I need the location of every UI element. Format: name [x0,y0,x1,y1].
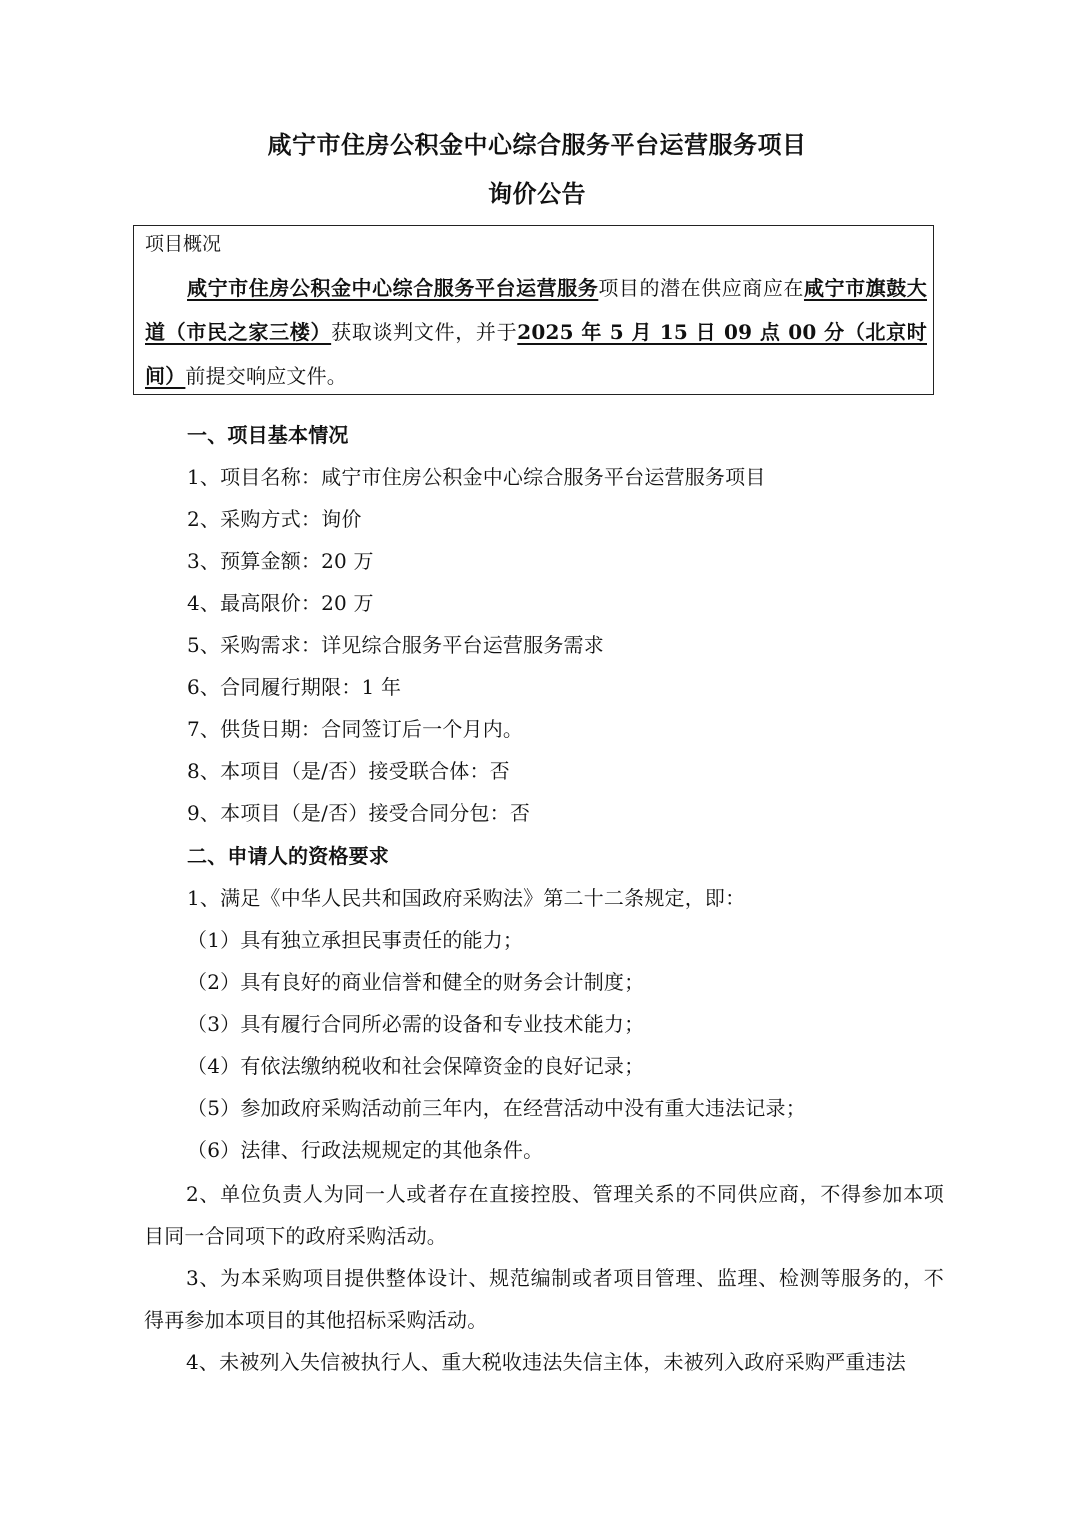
section2-item: 4、未被列入失信被执行人、重大税收违法失信主体，未被列入政府采购严重违法 [186,1350,906,1374]
section2-subitem: （2）具有良好的商业信誉和健全的财务会计制度； [187,970,645,994]
section1-item: 6、合同履行期限：1 年 [187,675,402,699]
overview-project-name: 咸宁市住房公积金中心综合服务平台运营服务 [187,276,599,300]
section1-item: 2、采购方式：询价 [187,507,362,531]
section2-heading: 二、申请人的资格要求 [187,844,389,868]
overview-location: 咸宁市旗鼓大道（市民之家三楼） [145,276,927,344]
document-title: 咸宁市住房公积金中心综合服务平台运营服务项目 [267,130,807,159]
overview-text-c: 前提交响应文件。 [185,364,348,388]
section1-item: 3、预算金额：20 万 [187,549,374,573]
section1-item: 1、项目名称：咸宁市住房公积金中心综合服务平台运营服务项目 [187,465,766,489]
section1-item: 8、本项目（是/否）接受联合体：否 [187,759,510,783]
section2-subitem: （5）参加政府采购活动前三年内，在经营活动中没有重大违法记录； [187,1096,806,1120]
section1-item: 7、供货日期：合同签订后一个月内。 [187,717,524,741]
overview-text-b: 获取谈判文件，并于 [331,320,518,344]
section2-subitem: （6）法律、行政法规规定的其他条件。 [187,1138,544,1162]
section1-item: 9、本项目（是/否）接受合同分包：否 [187,801,531,825]
section2-item: 3、为本采购项目提供整体设计、规范编制或者项目管理、监理、检测等服务的，不得再参加本项目的其他招标采购活动。 [144,1266,944,1332]
overview-label: 项目概况 [145,233,222,255]
section2-subitem: （3）具有履行合同所必需的设备和专业技术能力； [187,1012,645,1036]
overview-paragraph [145,266,927,398]
section2-item: 1、满足《中华人民共和国政府采购法》第二十二条规定，即： [187,886,746,910]
section1-heading: 一、项目基本情况 [187,423,349,447]
document-subtitle: 询价公告 [488,179,586,208]
section2-subitem: （4）有依法缴纳税收和社会保障资金的良好记录； [187,1054,645,1078]
overview-text-a: 项目的潜在供应商应在 [598,276,804,300]
project-overview-box [133,225,934,395]
section2-item: 2、单位负责人为同一人或者存在直接控股、管理关系的不同供应商，不得参加本项目同一合同项下的政府采购活动。 [144,1182,944,1248]
overview-deadline: 2025 年 5 月 15 日 09 点 00 分（北京时间） [145,320,927,388]
section2-subitem: （1）具有独立承担民事责任的能力； [187,928,524,952]
section1-item: 5、采购需求：详见综合服务平台运营服务需求 [187,633,604,657]
section1-item: 4、最高限价：20 万 [187,591,374,615]
